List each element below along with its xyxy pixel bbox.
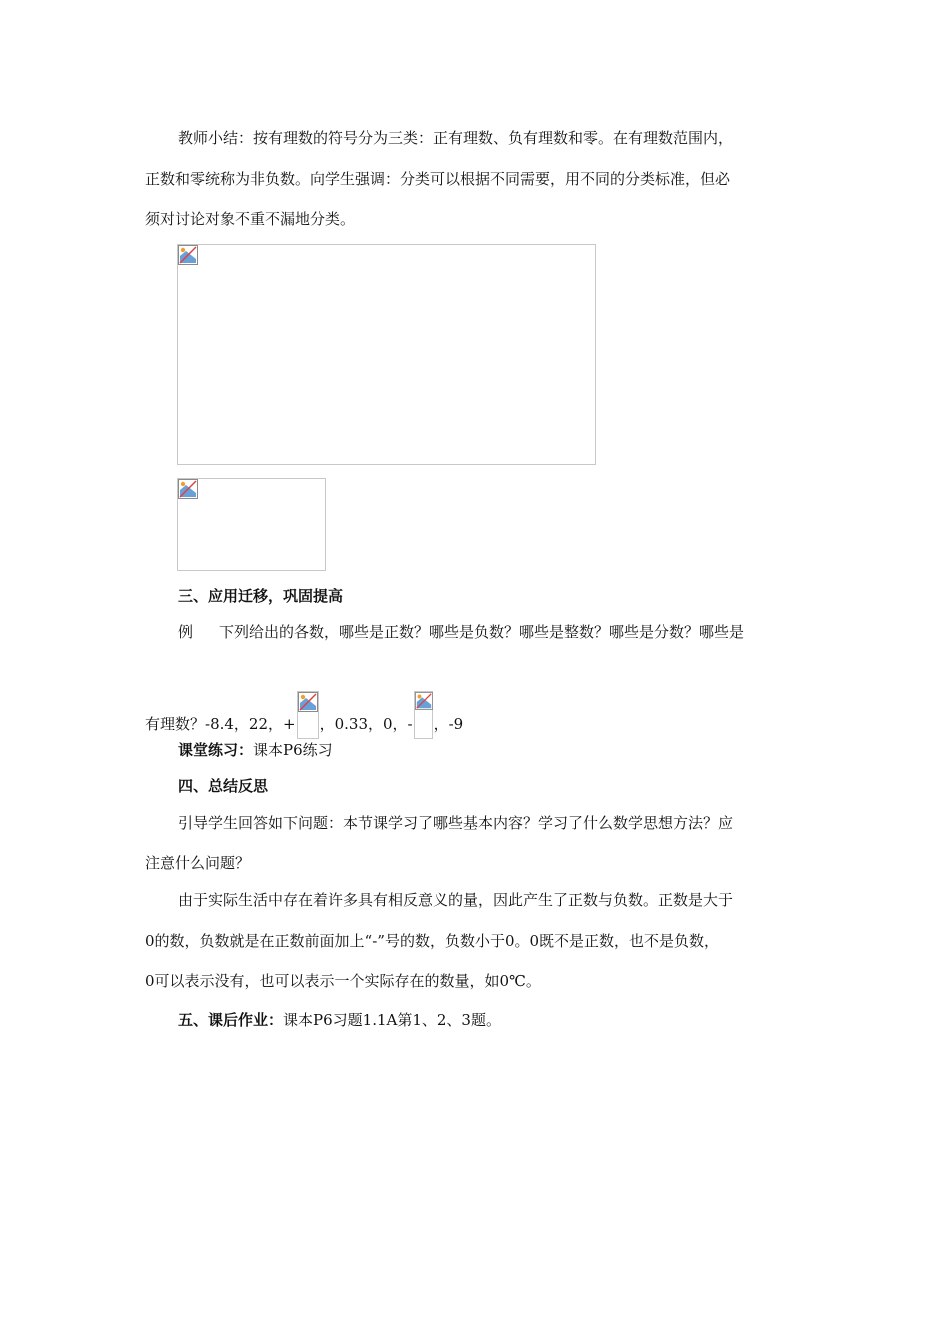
broken-image-icon xyxy=(415,692,433,710)
example-text-2a: 有理数？-8.4，22，+ xyxy=(145,715,296,733)
section3-heading: 三、应用迁移，巩固提高 xyxy=(178,587,344,605)
guide-line-1: 引导学生回答如下问题：本节课学习了哪些基本内容？学习了什么数学思想方法？应 xyxy=(178,814,734,832)
practice-text: 课本P6练习 xyxy=(253,741,333,759)
example-text-2b: ，0.33，0，- xyxy=(319,715,413,733)
example-label: 例 xyxy=(178,623,194,641)
example-line-1 xyxy=(178,622,744,642)
practice-label: 课堂练习： xyxy=(178,741,254,759)
broken-image-icon xyxy=(178,245,198,265)
homework-label: 五、课后作业： xyxy=(178,1011,284,1029)
summary-line-3: 须对讨论对象不重不漏地分类。 xyxy=(145,210,356,228)
homework-line xyxy=(178,1010,501,1030)
classification-small-image xyxy=(177,478,326,571)
example-line-2 xyxy=(145,691,463,739)
homework-text: 课本P6习题1.1A第1、2、3题。 xyxy=(283,1011,501,1029)
example-text-2c: ，-9 xyxy=(433,715,464,733)
practice-line xyxy=(178,740,333,760)
summary-line-1: 教师小结：按有理数的符号分为三类：正有理数、负有理数和零。在有理数范围内， xyxy=(178,129,734,147)
example-text-1: 下列给出的各数，哪些是正数？哪些是负数？哪些是整数？哪些是分数？哪些是 xyxy=(219,623,745,641)
fraction-image-1 xyxy=(297,691,319,739)
summary-line-2: 正数和零统称为非负数。向学生强调：分类可以根据不同需要，用不同的分类标准，但必 xyxy=(145,170,731,188)
guide-line-2: 注意什么问题？ xyxy=(145,854,251,872)
fraction-image-2 xyxy=(414,691,433,739)
reason-line-1: 由于实际生活中存在着许多具有相反意义的量，因此产生了正数与负数。正数是大于 xyxy=(178,891,734,909)
reason-line-3: 0可以表示没有，也可以表示一个实际存在的数量，如0℃。 xyxy=(145,972,541,990)
section4-heading: 四、总结反思 xyxy=(178,777,269,795)
broken-image-icon xyxy=(178,479,198,499)
reason-line-2: 0的数，负数就是在正数前面加上“-”号的数，负数小于0。0既不是正数，也不是负数， xyxy=(145,932,720,950)
classification-diagram-image xyxy=(177,244,596,465)
broken-image-icon xyxy=(298,692,318,712)
